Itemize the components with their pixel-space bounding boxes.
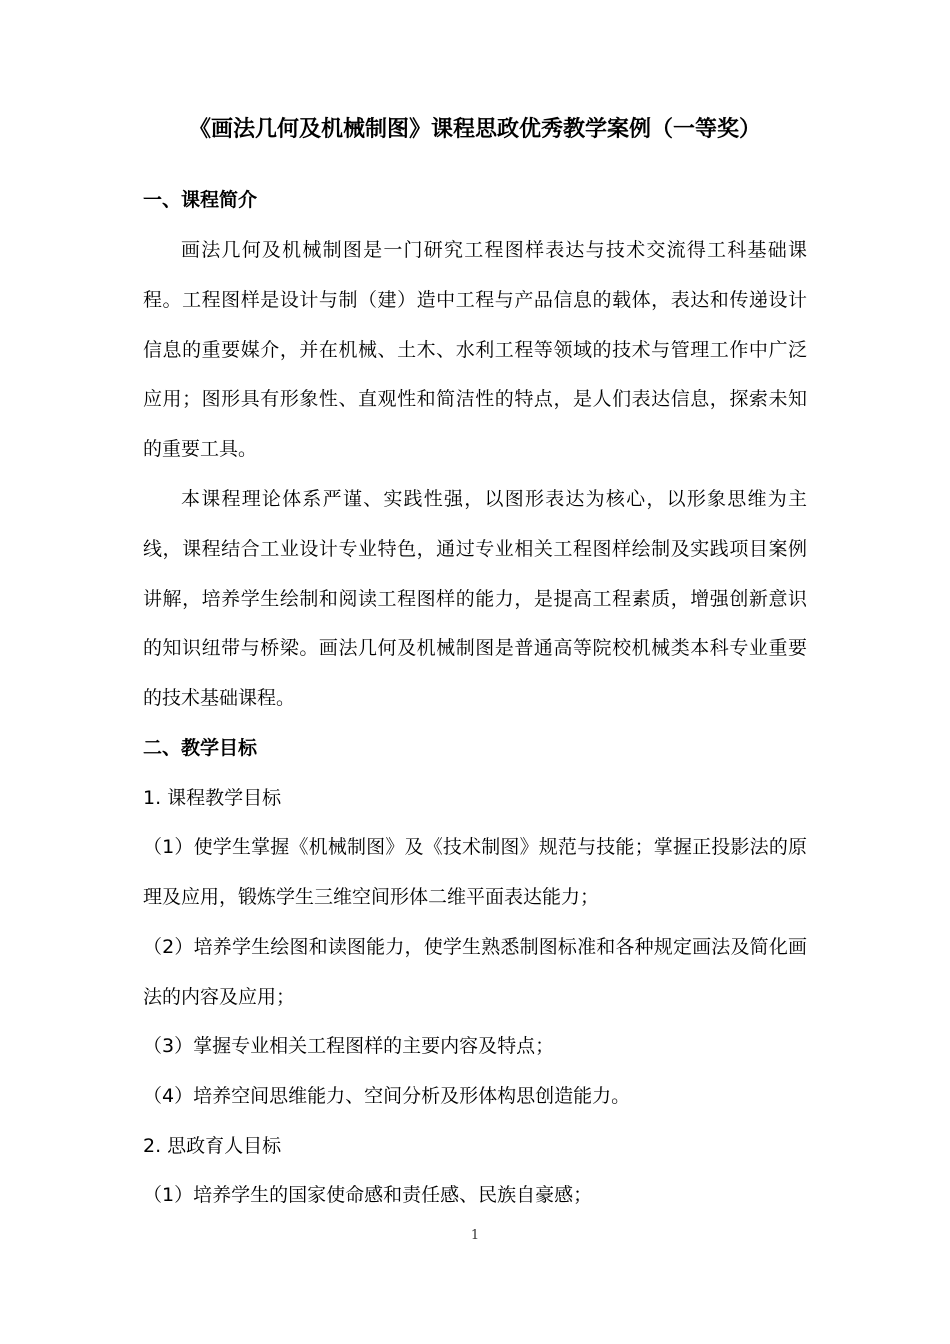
goal-item-1: （1）使学生掌握《机械制图》及《技术制图》规范与技能；掌握正投影法的原理及应用，锻炼学生三维空间形体二维平面表达能力； [143, 836, 807, 908]
goal-item-3: （3）掌握专业相关工程图样的主要内容及特点； [143, 1035, 555, 1057]
intro-paragraph-2: 本课程理论体系严谨、实践性强，以图形表达为核心，以形象思维为主线，课程结合工业设计专业特色，通过专业相关工程图样绘制及实践项目案例讲解，培养学生绘制和阅读工程图样的能力，是提高工程素质，增强创新意识的知识纽带与桥梁。画法几何及机械制图是普通高等院校机械类本科专业重要的技术基础课程。 [143, 488, 807, 710]
section-heading-course-intro: 一、课程简介 [143, 189, 258, 211]
page-number: 1 [470, 1228, 480, 1243]
goal-item-4: （4）培养空间思维能力、空间分析及形体构思创造能力。 [143, 1085, 631, 1107]
ideological-item-1: （1）培养学生的国家使命感和责任感、民族自豪感； [143, 1184, 593, 1206]
subheading-course-goals: 1. 课程教学目标 [143, 787, 282, 809]
goal-item-2: （2）培养学生绘图和读图能力，使学生熟悉制图标准和各种规定画法及简化画法的内容及应用； [143, 936, 807, 1008]
section-heading-teaching-goals: 二、教学目标 [143, 737, 258, 759]
intro-paragraph-1: 画法几何及机械制图是一门研究工程图样表达与技术交流得工科基础课程。工程图样是设计与制（建）造中工程与产品信息的载体，表达和传递设计信息的重要媒介，并在机械、土木、水利工程等领域的技术与管理工作中广泛应用；图形具有形象性、直观性和简洁性的特点，是人们表达信息，探索未知的重要工具。 [143, 239, 807, 461]
subheading-ideological-goals: 2. 思政育人目标 [143, 1135, 282, 1157]
document-title: 《画法几何及机械制图》课程思政优秀教学案例（一等奖） [188, 117, 761, 142]
